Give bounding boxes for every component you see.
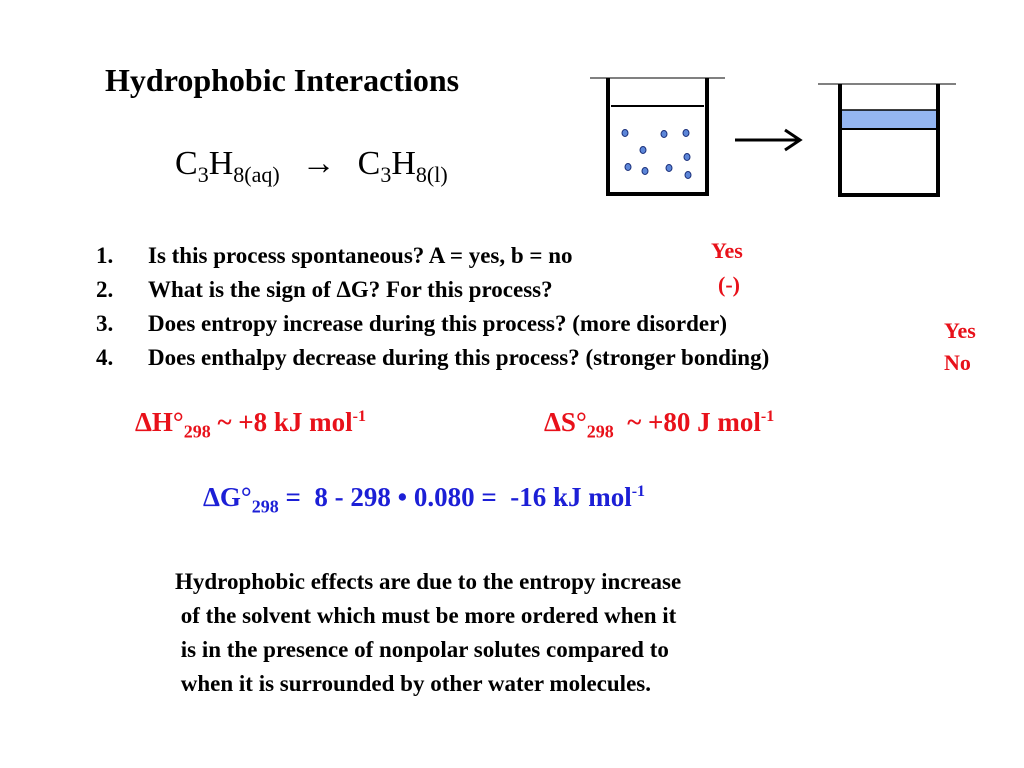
answer-1: Yes (711, 238, 743, 263)
entropy-exp: -1 (760, 408, 775, 425)
slide-title: Hydrophobic Interactions (105, 62, 460, 98)
beaker-before (590, 78, 725, 196)
enthalpy-temp: 298 (183, 421, 211, 442)
question-4 (96, 345, 769, 371)
question-text: Does entropy increase during this process? (more disorder) (148, 311, 728, 336)
question-text: What is the sign of ΔG? For this process? (148, 277, 553, 302)
question-3 (96, 311, 727, 337)
equation-right (357, 145, 448, 187)
entropy-value (544, 407, 774, 442)
solute-dot (642, 168, 648, 175)
hydrocarbon-layer (842, 110, 936, 129)
enthalpy-exp: -1 (352, 408, 366, 425)
explanation-paragraph (175, 565, 835, 701)
solute-dots (622, 130, 691, 179)
eq-left-c-sub: 3 (197, 161, 209, 187)
entropy-temp: 298 (586, 421, 614, 442)
enthalpy-value (135, 407, 366, 442)
gibbs-temp: 298 (251, 496, 279, 517)
paragraph-line: of the solvent which must be more ordered when it (175, 603, 677, 628)
answer-2: (-) (718, 272, 740, 297)
eq-right-h: H (391, 145, 416, 182)
paragraph-line: is in the presence of nonpolar solutes compared to (175, 637, 669, 662)
gibbs-exp: -1 (631, 483, 646, 500)
solute-dot (622, 130, 628, 137)
enthalpy-number: ~ +8 kJ mol (210, 407, 353, 437)
paragraph-line: when it is surrounded by other water molecules. (175, 671, 651, 696)
answer-4: No (944, 350, 971, 375)
gibbs-symbol: ΔG° (203, 482, 252, 512)
answer-3: Yes (944, 318, 976, 343)
solute-dot (625, 164, 631, 171)
beaker-after (818, 84, 956, 197)
entropy-symbol: ΔS° (544, 407, 587, 437)
eq-left-h-sub: 8(aq) (233, 161, 280, 187)
gibbs-value (203, 482, 645, 517)
process-arrow (735, 130, 800, 150)
reaction-arrow: → (301, 145, 336, 182)
entropy-number: ~ +80 J mol (613, 407, 761, 437)
beaker-diagram (580, 70, 960, 210)
solute-dot (640, 147, 646, 154)
eq-left-c: C (175, 145, 198, 182)
question-number: 3. (96, 311, 114, 336)
equation-left (175, 145, 280, 187)
solute-dot (684, 154, 690, 161)
solute-dot (685, 172, 691, 179)
gibbs-number: = 8 - 298 • 0.080 = -16 kJ mol (278, 482, 632, 512)
solute-dot (683, 130, 689, 137)
eq-right-c-sub: 3 (380, 161, 392, 187)
enthalpy-symbol: ΔH° (135, 407, 184, 437)
eq-left-h: H (208, 145, 234, 182)
eq-right-h-sub: 8(l) (415, 161, 448, 187)
question-1 (96, 243, 573, 269)
solute-dot (661, 131, 667, 138)
question-number: 2. (96, 277, 114, 302)
question-number: 1. (96, 243, 114, 268)
reaction-equation (175, 145, 448, 188)
eq-right-c: C (357, 145, 381, 182)
question-text: Does enthalpy decrease during this process? (stronger bonding) (148, 345, 770, 370)
question-2 (96, 277, 553, 303)
question-text: Is this process spontaneous? A = yes, b = no (148, 243, 573, 268)
solute-dot (666, 165, 672, 172)
question-number: 4. (96, 345, 114, 370)
paragraph-line: Hydrophobic effects are due to the entropy increase (175, 569, 682, 594)
